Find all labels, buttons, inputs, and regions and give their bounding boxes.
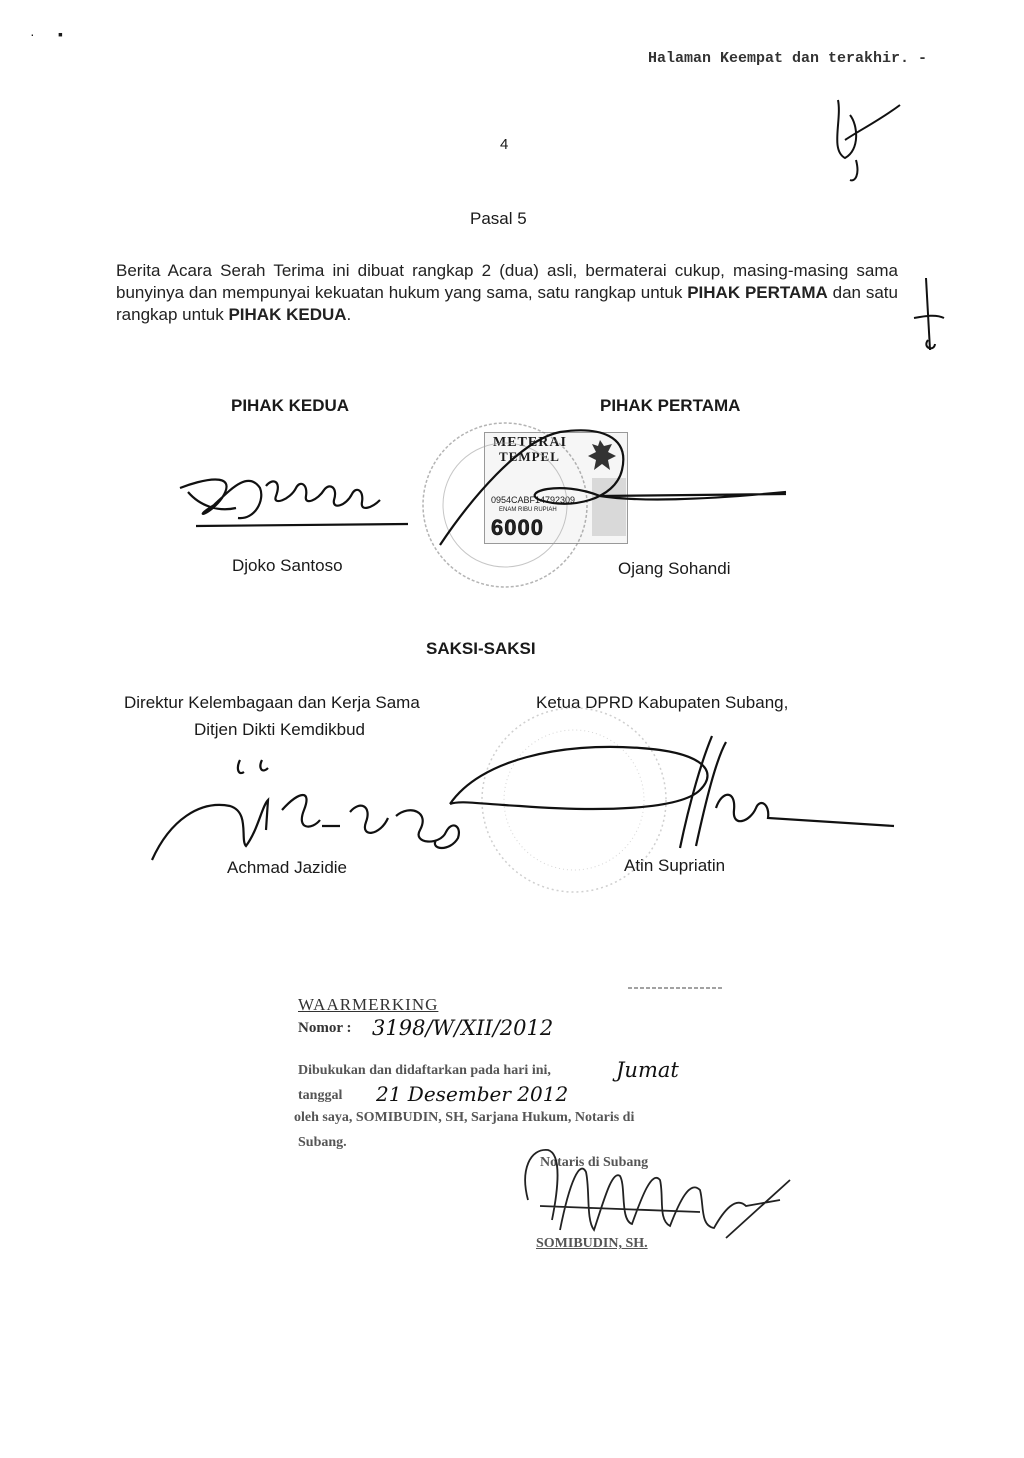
signature-djoko: [180, 480, 408, 527]
nomor-value: 3198/W/XII/2012: [372, 1016, 554, 1040]
dprd-seal: [482, 708, 666, 892]
signature-notary: [525, 1150, 790, 1238]
nomor-label: Nomor :: [298, 1020, 352, 1036]
initial-paraf-top: [837, 100, 900, 180]
witness-left-role-1: Direktur Kelembagaan dan Kerja Sama: [124, 693, 420, 712]
signature-jazidie: [152, 760, 459, 860]
notary-name: SOMIBUDIN, SH.: [536, 1236, 648, 1251]
register-date: 21 Desember 2012: [376, 1082, 569, 1106]
continuation-header: Halaman Keempat dan terakhir. -: [648, 50, 928, 67]
party-second-label: PIHAK KEDUA: [231, 396, 350, 415]
party-second-ref: PIHAK KEDUA: [228, 305, 347, 324]
notary-statement: oleh saya, SOMIBUDIN, SH, Sarjana Hukum, Notaris di: [294, 1110, 635, 1125]
witness-left-role-2: Ditjen Dikti Kemdikbud: [194, 720, 366, 739]
government-seal: [423, 423, 587, 587]
article-body: Berita Acara Serah Terima ini dibuat rangkap 2 (dua) asli, bermaterai cukup, masing-masing sama bunyinya dan mempunyai kekuatan hukum yang sama, satu rangkap untuk PIHAK PERTAMA dan satu rangkap untuk PIHAK KEDUA.: [116, 261, 898, 324]
register-day: Jumat: [616, 1058, 679, 1082]
party-second-name: Djoko Santoso: [232, 556, 343, 575]
tanggal-label: tanggal: [298, 1088, 343, 1103]
party-first-name: Ojang Sohandi: [618, 559, 731, 578]
witnesses-title: SAKSI-SAKSI: [426, 639, 536, 658]
stamp-line1: METERAI: [493, 435, 567, 450]
notary-city: Subang.: [298, 1135, 347, 1150]
stamp-pattern: [592, 478, 626, 536]
party-first-ref: PIHAK PERTAMA: [687, 283, 828, 302]
stamp-line2: TEMPEL: [499, 449, 560, 464]
notary-place: Notaris di Subang: [540, 1155, 649, 1170]
page-number: 4: [500, 136, 509, 153]
stamp-code: 0954CABF14792309: [491, 495, 576, 505]
waarmerking-title: WAARMERKING: [298, 995, 439, 1014]
stamp-value: 6000: [491, 515, 544, 540]
scan-dots: · ▪: [30, 26, 63, 42]
article-title: Pasal 5: [470, 209, 527, 228]
witness-right-name: Atin Supriatin: [624, 856, 726, 875]
witness-left-name: Achmad Jazidie: [227, 858, 348, 877]
registered-text: Dibukukan dan didaftarkan pada hari ini,: [298, 1063, 551, 1078]
signature-atin: [450, 736, 894, 848]
party-first-label: PIHAK PERTAMA: [600, 396, 741, 415]
stamp-words: ENAM RIBU RUPIAH: [499, 507, 557, 513]
witness-right-role: Ketua DPRD Kabupaten Subang,: [536, 693, 789, 712]
garuda-emblem: [588, 440, 616, 470]
margin-paraf: [914, 278, 944, 350]
